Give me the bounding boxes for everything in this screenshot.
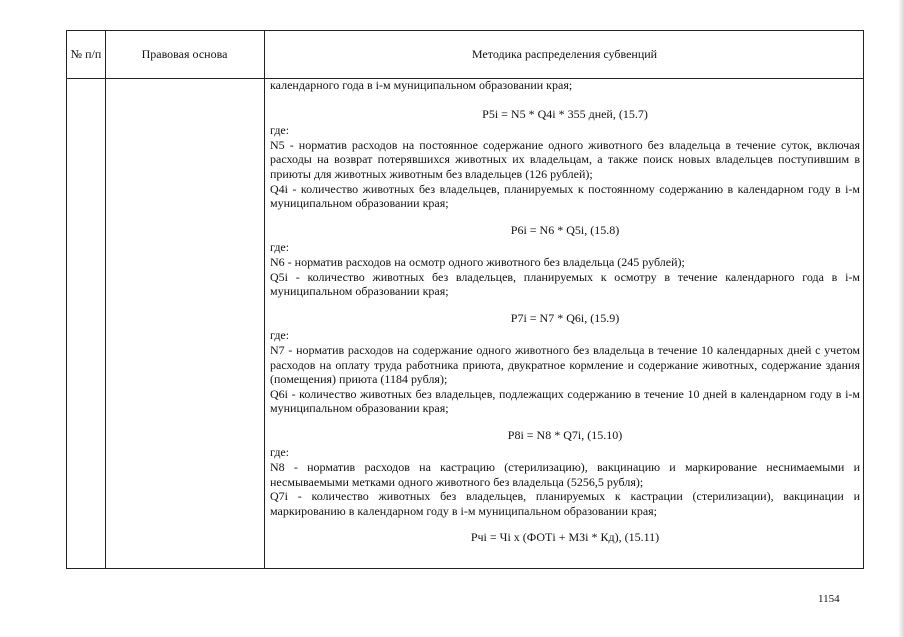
column-divider <box>105 31 106 568</box>
formula-15-11: Рчi = Чi х (ФОТi + МЗi * Кд), (15.11) <box>470 530 660 545</box>
header-number: № п/п <box>70 47 102 61</box>
n7-definition: N7 - норматив расходов на содержание одного животного без владельца в течение 10 календарных дней с учетом расходов на оплату труда работника приюта, двукратное кормление и содержание животных, содержание здания (помещения) приюта (1184 рубля); <box>270 342 860 387</box>
formula-15-8: P6i = N6 * Q5i, (15.8) <box>510 222 620 237</box>
formula-15-9: P7i = N7 * Q6i, (15.9) <box>510 310 620 325</box>
q6i-definition: Q6i - количество животных без владельцев, подлежащих содержанию в течение 10 дней в календарном году в i-м муниципальном образовании края; <box>270 386 860 416</box>
where-label: где: <box>270 123 290 138</box>
header-methodology: Методика распределения субвенций <box>471 47 658 61</box>
formula-15-7: P5i = N5 * Q4i * 355 дней, (15.7) <box>482 106 648 121</box>
column-divider <box>264 31 265 568</box>
n5-definition: N5 - норматив расходов на постоянное содержание одного животного без владельца в течение суток, включая расходы на возврат потерявшихся животных их владельцам, а также поиск новых владельцев поступившим в приюты для животных животным без владельцев (126 рублей); <box>270 137 860 181</box>
n8-definition: N8 - норматив расходов на кастрацию (стерилизацию), вакцинацию и маркирование неснимаемыми и несмываемыми метками одного животного без владельца (5256,5 рубля); <box>270 460 860 489</box>
q4i-definition: Q4i - количество животных без владельцев, планируемых к постоянному содержанию в календарном году в i-м муниципальном образовании края; <box>270 181 860 211</box>
n6-definition: N6 - норматив расходов на осмотр одного животного без владельца (245 рублей); <box>270 254 685 269</box>
q7i-definition: Q7i - количество животных без владельцев, планируемых к кастрации (стерилизации), вакцинации и маркированию в календарном году в i-м муниципальном образовании края; <box>270 489 860 518</box>
intro-line: календарного года в i-м муниципальном образовании края; <box>270 78 573 92</box>
methodology-text <box>270 78 860 548</box>
formula-15-10: P8i = N8 * Q7i, (15.10) <box>507 427 623 442</box>
where-label: где: <box>270 445 290 460</box>
header-legal-basis: Правовая основа <box>141 47 228 61</box>
scan-edge-shadow <box>898 0 904 637</box>
where-label: где: <box>270 328 290 343</box>
page-number: 1154 <box>818 593 840 605</box>
methodology-table <box>66 30 864 569</box>
q5i-definition: Q5i - количество животных без владельцев, планируемых к осмотру в течение календарного года в i-м муниципальном образовании края; <box>270 269 860 299</box>
where-label: где: <box>270 240 290 255</box>
